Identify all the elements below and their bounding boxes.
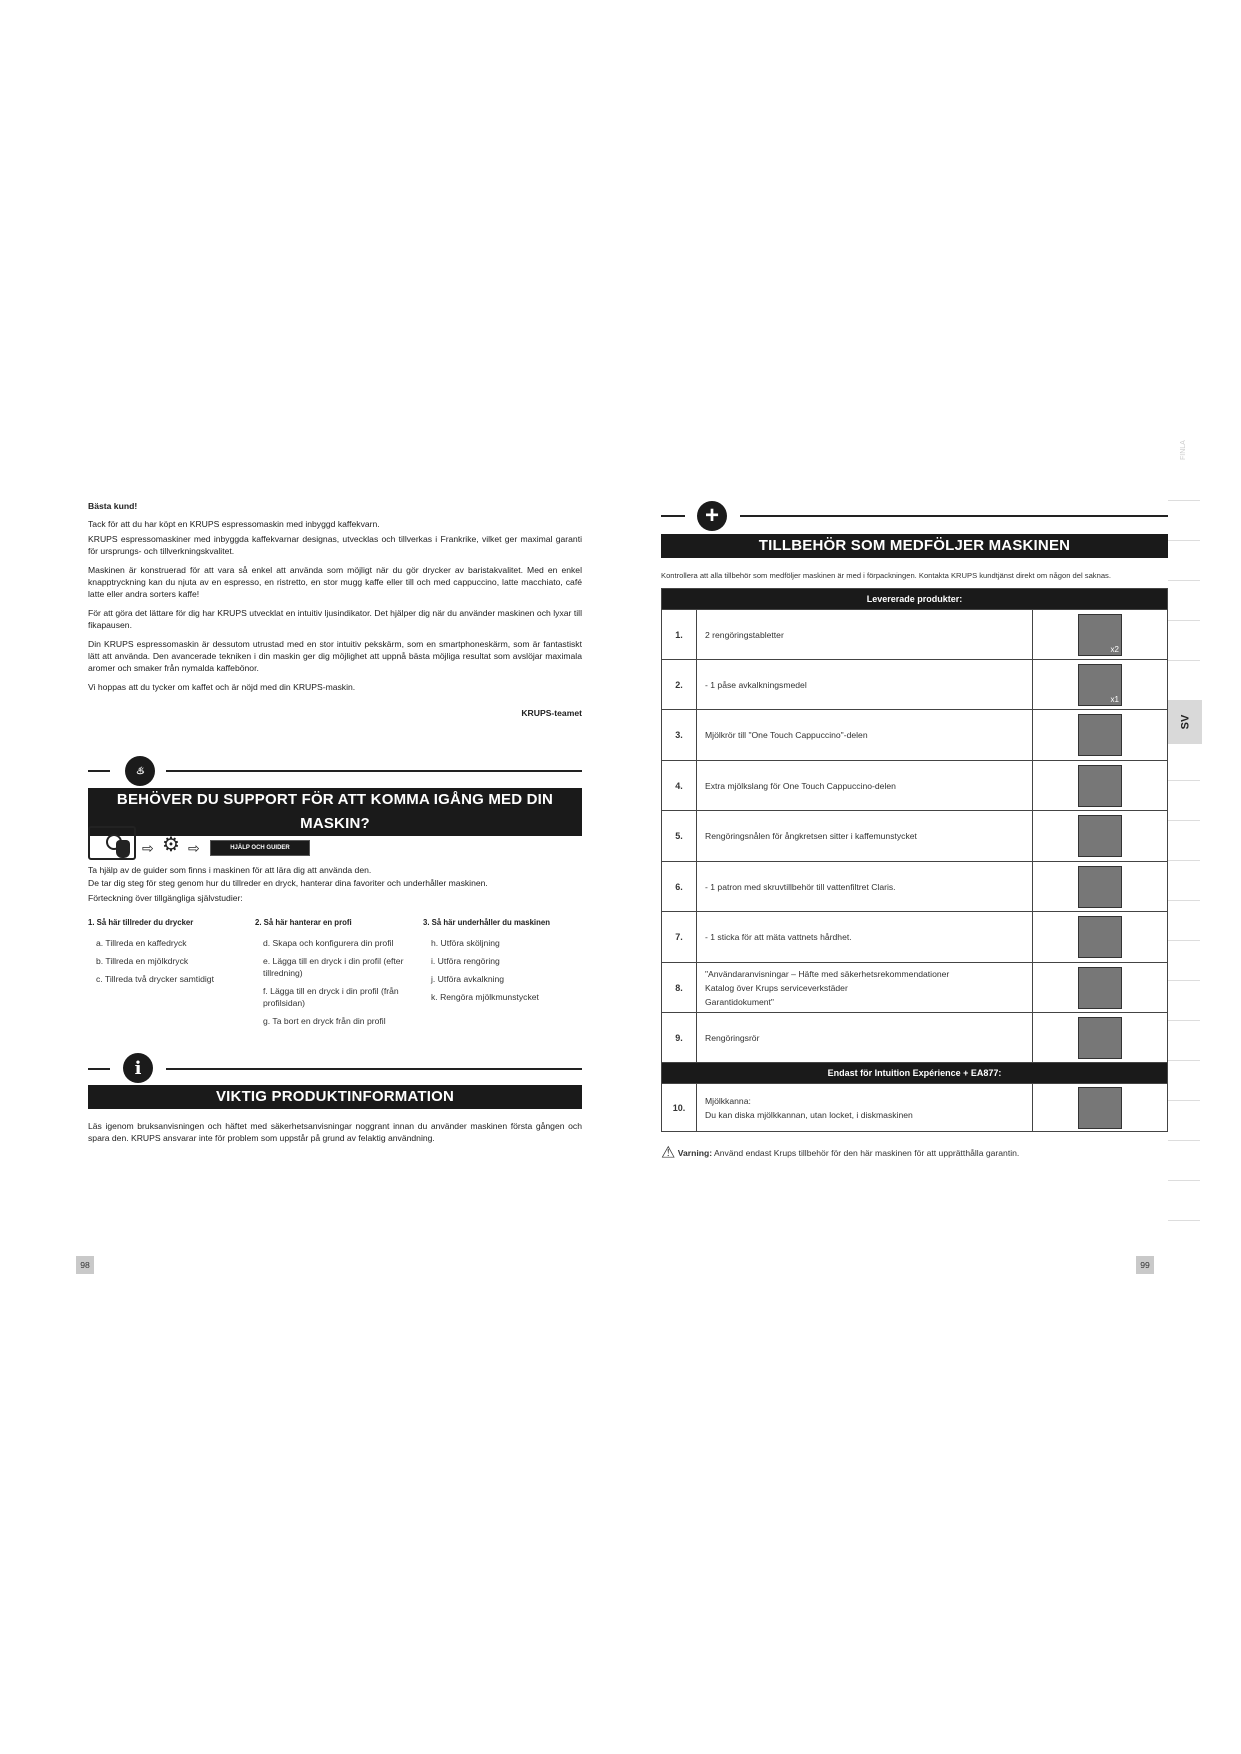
row-text: "Användaranvisningar – Häfte med säkerhetsrekommendationer Katalog över Krups serviceverkstäder Garantidokument"	[697, 963, 1033, 1013]
row-text: - 1 sticka för att mäta vattnets hårdhet.	[697, 912, 1033, 963]
product-image	[1033, 610, 1168, 660]
cleaning-tablet-icon	[1078, 614, 1122, 656]
arrow-right-icon: ⇨	[188, 840, 200, 856]
manual-book-icon	[1078, 967, 1122, 1009]
warning	[661, 1144, 1181, 1163]
page-number: 99	[1136, 1256, 1154, 1274]
guide-column-title: 3. Så här underhåller du maskinen	[423, 918, 550, 927]
table-row	[662, 1084, 1168, 1132]
guide-column-title: 2. Så här hanterar en profi	[255, 918, 352, 927]
product-image	[1033, 660, 1168, 710]
divider	[1168, 580, 1200, 581]
info-icon: i	[123, 1053, 153, 1083]
product-image	[1033, 912, 1168, 963]
divider	[1168, 620, 1200, 621]
divider	[88, 1068, 110, 1070]
divider	[1168, 860, 1200, 861]
product-image	[1033, 862, 1168, 912]
divider	[88, 770, 110, 772]
row-number: 9.	[662, 1013, 697, 1063]
paragraph: Din KRUPS espressomaskin är dessutom utrustad med en stor intuitiv pekskärm, som en smartphoneskärm, som är fantastiskt lätt att använda. Den avancerade tekniken i din maskin ger dig möjlighet att uppnå bästa möjliga resultat som avslöjar maximala aromer och smaker från nymalda kaffebönor.	[88, 638, 582, 674]
paragraph: För att göra det lättare för dig har KRUPS utvecklat en intuitiv ljusindikator. Det hjälper dig när du använder maskinen och lyxar till fikapausen.	[88, 607, 582, 631]
table-row	[662, 761, 1168, 811]
milk-hose-icon	[1078, 765, 1122, 807]
help-guides-button[interactable]: HJÄLP OCH GUIDER	[210, 840, 310, 856]
divider	[1168, 1060, 1200, 1061]
divider	[1168, 980, 1200, 981]
guide-column	[423, 918, 588, 1009]
divider	[1168, 900, 1200, 901]
table-row	[662, 710, 1168, 761]
table-header: Levererade produkter:	[662, 589, 1168, 610]
row-text: Extra mjölkslang för One Touch Cappuccino-delen	[697, 761, 1033, 811]
divider	[1168, 1220, 1200, 1221]
row-number: 7.	[662, 912, 697, 963]
row-number: 2.	[662, 660, 697, 710]
quantity: x2	[1110, 644, 1119, 654]
warning-icon: ⚠	[661, 1144, 676, 1162]
table-subheader-row	[662, 1063, 1168, 1084]
plus-icon: +	[697, 501, 727, 531]
guide-item: a. Tillreda en kaffedryck	[96, 938, 187, 948]
guide-column	[88, 918, 248, 991]
product-image	[1033, 811, 1168, 862]
row-text: Rengöringsrör	[697, 1013, 1033, 1063]
accessories-intro: Kontrollera att alla tillbehör som medföljer maskinen är med i förpackningen. Kontakta KRUPS kundtjänst direkt om någon del saknas.	[661, 571, 1111, 580]
guide-item: h. Utföra sköljning	[431, 938, 500, 948]
table-row	[662, 811, 1168, 862]
row-text: Mjölkrör till "One Touch Cappuccino"-delen	[697, 710, 1033, 761]
intro-line: Förteckning över tillgängliga självstudier:	[88, 892, 243, 903]
product-image	[1033, 1084, 1168, 1132]
table-row	[662, 963, 1168, 1013]
cleaning-tube-icon	[1078, 1017, 1122, 1059]
row-text: Rengöringsnålen för ångkretsen sitter i kaffemunstycket	[697, 811, 1033, 862]
hand-icon	[116, 840, 130, 858]
section-title: TILLBEHÖR SOM MEDFÖLJER MASKINEN	[661, 534, 1168, 558]
guide-column-title: 1. Så här tillreder du drycker	[88, 918, 194, 927]
milk-jug-icon	[1078, 1087, 1122, 1129]
divider	[1168, 1140, 1200, 1141]
divider	[1168, 1180, 1200, 1181]
support-intro	[88, 864, 582, 904]
row-number: 4.	[662, 761, 697, 811]
product-image	[1033, 1013, 1168, 1063]
divider	[1168, 660, 1200, 661]
filter-cartridge-icon	[1078, 866, 1122, 908]
table-subheader: Endast för Intuition Expérience + EA877:	[662, 1063, 1168, 1084]
language-tab-sv[interactable]	[1168, 700, 1202, 744]
divider	[166, 1068, 582, 1070]
cleaning-needle-icon	[1078, 815, 1122, 857]
guide-item: e. Lägga till en dryck i din profil (efter tillredning)	[263, 956, 404, 978]
row-number: 6.	[662, 862, 697, 912]
guide-item: f. Lägga till en dryck i din profil (från profilsidan)	[263, 986, 399, 1008]
table-row	[662, 610, 1168, 660]
barista-icon: ♨	[125, 756, 155, 786]
descaler-bag-icon	[1078, 664, 1122, 706]
product-image	[1033, 761, 1168, 811]
warning-label: Varning:	[677, 1148, 713, 1158]
divider	[1168, 940, 1200, 941]
row-text: Mjölkkanna: Du kan diska mjölkkannan, utan locket, i diskmaskinen	[697, 1084, 1033, 1132]
intro-line: Ta hjälp av de guider som finns i maskinen för att lära dig att använda den.	[88, 865, 372, 875]
page-number: 98	[76, 1256, 94, 1274]
language-tab-label: SV	[1179, 714, 1191, 730]
guide-item: g. Ta bort en dryck från din profil	[263, 1016, 386, 1026]
arrow-right-icon: ⇨	[142, 840, 154, 856]
table-row	[662, 862, 1168, 912]
row-number: 3.	[662, 710, 697, 761]
welcome-letter	[88, 500, 582, 726]
intro-line: De tar dig steg för steg genom hur du tillreder en dryck, hanterar dina favoriter och underhåller maskinen.	[88, 878, 488, 889]
guide-item: i. Utföra rengöring	[431, 956, 500, 966]
product-image	[1033, 710, 1168, 761]
divider	[1168, 1100, 1200, 1101]
row-text: - 1 patron med skruvtillbehör till vattenfiltret Claris.	[697, 862, 1033, 912]
table-row	[662, 912, 1168, 963]
divider	[1168, 820, 1200, 821]
row-number: 1.	[662, 610, 697, 660]
language-tab-faint: FINLA	[1180, 440, 1187, 460]
greeting: Bästa kund!	[88, 501, 138, 511]
row-text: 2 rengöringstabletter	[697, 610, 1033, 660]
divider	[1168, 1020, 1200, 1021]
divider	[1168, 540, 1200, 541]
paragraph: KRUPS espressomaskiner med inbyggda kaffekvarnar designas, utvecklas och tillverkas i Frankrike, vilket ger maximal garanti för ursprungs- och tillverkningskvalitet.	[88, 533, 582, 557]
row-number: 5.	[662, 811, 697, 862]
divider	[740, 515, 1168, 517]
info-text: Läs igenom bruksanvisningen och häftet med säkerhetsanvisningar noggrant innan du använder maskinen första gången och spara den. KRUPS ansvarar inte för problem som uppstår på grund av felaktig användning.	[88, 1121, 582, 1144]
row-number: 8.	[662, 963, 697, 1013]
paragraph: Vi hoppas att du tycker om kaffet och är nöjd med din KRUPS-maskin.	[88, 681, 356, 692]
section-title: BEHÖVER DU SUPPORT FÖR ATT KOMMA IGÅNG MED DIN MASKIN?	[88, 788, 582, 836]
quantity: x1	[1110, 694, 1119, 704]
guide-item: c. Tillreda två drycker samtidigt	[96, 974, 214, 984]
signature: KRUPS-teamet	[521, 708, 582, 719]
guide-item: k. Rengöra mjölkmunstycket	[431, 992, 539, 1002]
guide-column	[255, 918, 415, 1033]
product-image	[1033, 963, 1168, 1013]
row-number: 10.	[662, 1084, 697, 1132]
accessories-table	[661, 588, 1168, 1132]
guide-item: j. Utföra avkalkning	[431, 974, 505, 984]
gear-icon: ⚙	[162, 834, 180, 856]
guide-item: b. Tillreda en mjölkdryck	[96, 956, 189, 966]
guide-item: d. Skapa och konfigurera din profil	[263, 938, 394, 948]
divider	[1168, 780, 1200, 781]
row-text: - 1 påse avkalkningsmedel	[697, 660, 1033, 710]
divider	[661, 515, 685, 517]
warning-text: Använd endast Krups tillbehör för den här maskinen för att upprätthålla garantin.	[712, 1148, 1020, 1158]
paragraph: Tack för att du har köpt en KRUPS espressomaskin med inbyggd kaffekvarn.	[88, 519, 380, 530]
help-steps	[88, 826, 388, 862]
divider	[166, 770, 582, 772]
table-row	[662, 1013, 1168, 1063]
paragraph: Maskinen är konstruerad för att vara så enkel att använda som möjligt när du gör drycker av baristakvalitet. Med en enkel knapptryckning kan du njuta av en espresso, en ristretto, en stor mugg kaffe eller till och med cappuccino, latte macchiato, café latte eller andra sorters kaffe!	[88, 564, 582, 600]
milk-tube-icon	[1078, 714, 1122, 756]
divider	[1168, 500, 1200, 501]
table-row	[662, 660, 1168, 710]
section-title: VIKTIG PRODUKTINFORMATION	[88, 1085, 582, 1109]
table-header-row	[662, 589, 1168, 610]
test-strip-icon	[1078, 916, 1122, 958]
